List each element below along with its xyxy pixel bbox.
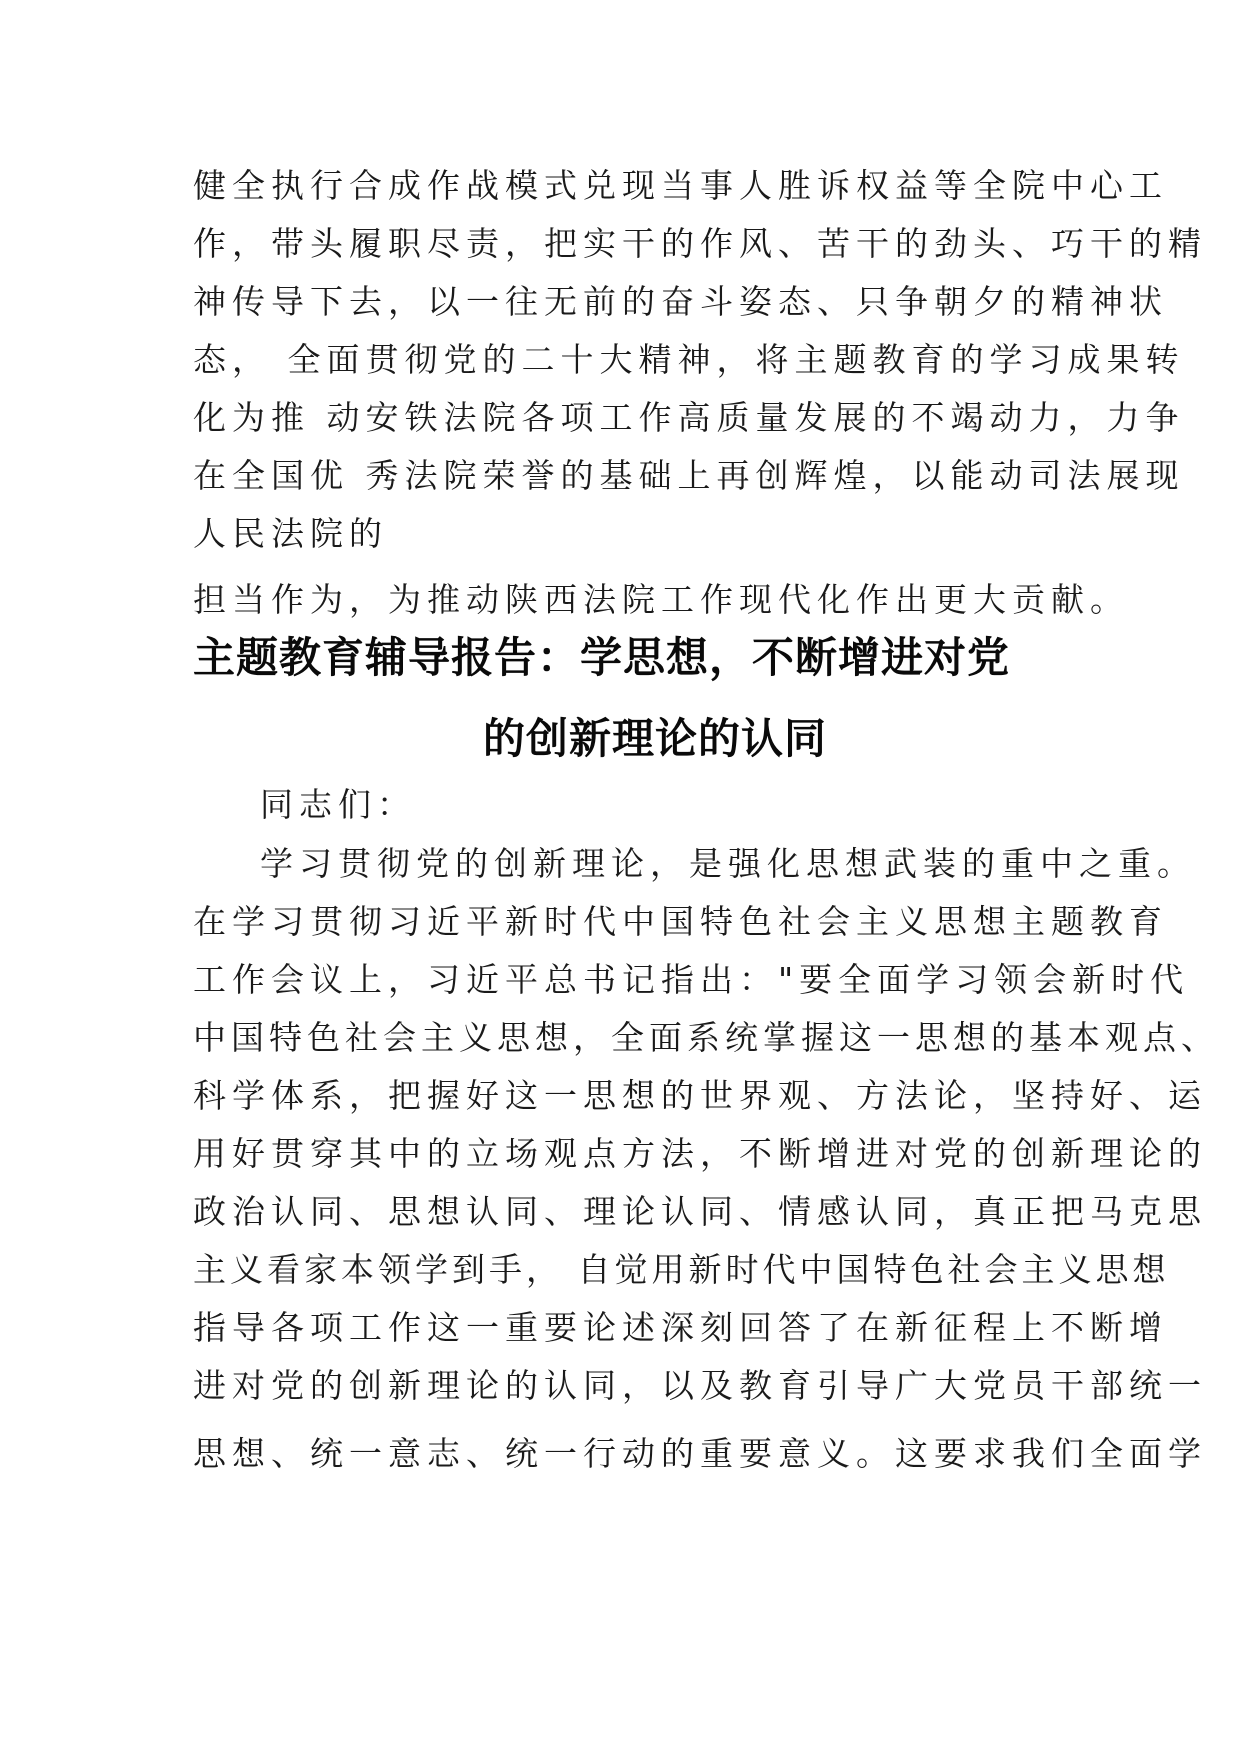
body-line: 学习贯彻党的创新理论，是强化思想武装的重中之重。 [260, 844, 1196, 883]
prev-paragraph-line: 健全执行合成作战模式兑现当事人胜诉权益等全院中心工 [193, 166, 1168, 205]
body-line: 科学体系，把握好这一思想的世界观、方法论，坚持好、运 [193, 1076, 1207, 1115]
prev-paragraph-line: 态， 全面贯彻党的二十大精神，将主题教育的学习成果转 [193, 340, 1185, 379]
body-line: 进对党的创新理论的认同，以及教育引导广大党员干部统一 [193, 1366, 1207, 1405]
prev-paragraph-line: 作，带头履职尽责，把实干的作风、苦干的劲头、巧干的精 [193, 224, 1207, 263]
salutation: 同志们： [260, 785, 416, 824]
prev-paragraph-line: 在全国优 秀法院荣誉的基础上再创辉煌，以能动司法展现 [193, 456, 1185, 495]
body-line: 用好贯穿其中的立场观点方法，不断增进对党的创新理论的 [193, 1134, 1207, 1173]
article-title-line-1: 主题教育辅导报告：学思想，不断增进对党 [193, 633, 1011, 682]
article-title-line-2: 的创新理论的认同 [483, 714, 828, 763]
prev-paragraph-line: 神传导下去，以一往无前的奋斗姿态、只争朝夕的精神状 [193, 282, 1168, 321]
body-line: 思想、统一意志、统一行动的重要意义。这要求我们全面学 [193, 1434, 1207, 1473]
prev-paragraph-line: 化为推 动安铁法院各项工作高质量发展的不竭动力，力争 [193, 398, 1185, 437]
body-line: 主义看家本领学到手， 自觉用新时代中国特色社会主义思想 [193, 1250, 1170, 1289]
body-line: 在学习贯彻习近平新时代中国特色社会主义思想主题教育 [193, 902, 1168, 941]
prev-paragraph-line: 人民法院的 [193, 514, 388, 553]
body-line: 中国特色社会主义思想，全面系统掌握这一思想的基本观点、 [193, 1018, 1219, 1057]
body-line: 指导各项工作这一重要论述深刻回答了在新征程上不断增 [193, 1308, 1168, 1347]
body-line: 政治认同、思想认同、理论认同、情感认同，真正把马克思 [193, 1192, 1207, 1231]
prev-paragraph-line: 担当作为，为推动陕西法院工作现代化作出更大贡献。 [193, 580, 1129, 619]
body-line: 工作会议上，习近平总书记指出："要全面学习领会新时代 [193, 960, 1190, 999]
